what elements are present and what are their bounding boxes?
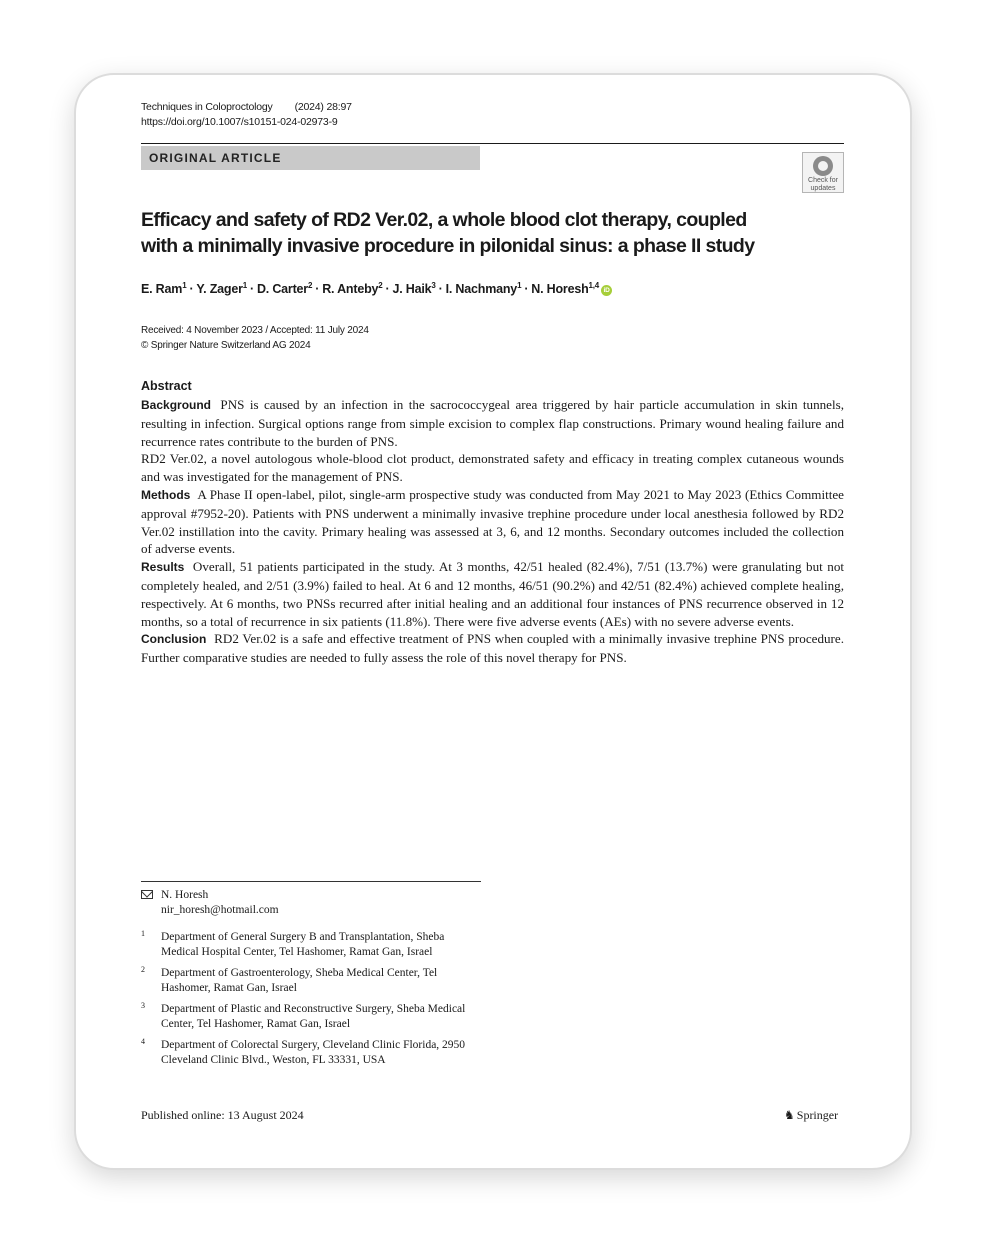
author: N. Horesh — [531, 282, 589, 297]
author: D. Carter — [256, 282, 308, 297]
published-date: Published online: 13 August 2024 — [141, 1108, 304, 1122]
check-updates-icon — [813, 156, 833, 176]
article-type-banner: ORIGINAL ARTICLE — [141, 146, 480, 170]
article-dates — [141, 324, 369, 353]
affiliation-item: 4 Department of Colorectal Surgery, Cleveland Clinic Florida, 2950 Cleveland Clinic Blvd., Weston, FL 33331, USA — [141, 1037, 466, 1066]
springer-horse-icon: ♞ — [784, 1108, 795, 1122]
check-updates-label: Check for updates — [808, 177, 838, 192]
received-accepted: Received: 4 November 2023 / Accepted: 11 July 2024 — [141, 325, 369, 336]
abstract-background: Background PNS is caused by an infection in the sacrococcygeal area triggered by hair particle accumulation in skin tunnels, resulting in infection. Surgical options range from simple excision to complex flap constructions. Primary wound healing failure and recurrence rates contribute to the burden of PNS. — [141, 397, 844, 449]
journal-header — [141, 100, 844, 130]
journal-year-volume: (2024) 28:97 — [294, 101, 352, 113]
header-rule — [141, 143, 844, 144]
check-for-updates-badge[interactable] — [802, 152, 844, 193]
author: I. Nachmany — [445, 282, 518, 297]
abstract-results: Results Overall, 51 patients participated in the study. At 3 months, 42/51 healed (82.4%), 7/51 (13.7%) were granulating but not completely healed, and 2/51 (3.9%) failed to heal. At 6 and 12 months, 46/51 (90.2%) and 42/51 (82.4%) achieved complete healing, respectively. At 6 months, two PNSs recurred after initial healing and an additional four instances of PNS recurrence observed in 12 months, so a total of recurrence in six patients (11.8%). There were five adverse events (AEs) with no severe adverse events. — [141, 559, 845, 629]
orcid-icon[interactable]: iD — [601, 285, 612, 296]
author: J. Haik — [392, 282, 432, 297]
affiliation-item: 2 Department of Gastroenterology, Sheba Medical Center, Tel Hashomer, Ramat Gan, Israel — [141, 965, 438, 994]
correspondence-name: N. Horesh — [161, 889, 209, 901]
affiliations — [141, 930, 471, 1074]
abstract-conclusion: Conclusion RD2 Ver.02 is a safe and effective treatment of PNS when coupled with a minimally invasive trephine PNS procedure. Further comparative studies are needed to fully assess the role of this novel therapy for PNS. — [141, 631, 844, 666]
abstract-background-cont: RD2 Ver.02, a novel autologous whole-blood clot product, demonstrated safety and efficacy in treating complex cutaneous wounds and was investigated for the management of PNS. — [141, 451, 844, 485]
author: E. Ram — [141, 282, 183, 297]
abstract-methods: Methods A Phase II open-label, pilot, single-arm prospective study was conducted from May 2021 to May 2023 (Ethics Committee approval #7952-20). Patients with PNS underwent a minimally invasive trephine procedure under local anesthesia followed by RD2 Ver.02 instillation into the cavity. Primary healing was assessed at 3, 6, and 12 months. Secondary outcomes included the collection of adverse events. — [141, 486, 844, 557]
author: Y. Zager — [196, 282, 243, 297]
affiliation-item: 3 Department of Plastic and Reconstructive Surgery, Sheba Medical Center, Tel Hashomer, Ramat Gan, Israel — [141, 1001, 466, 1030]
affiliation-item: 1 Department of General Surgery B and Transplantation, Sheba Medical Hospital Center, Tel Hashomer, Ramat Gan, Israel — [141, 929, 445, 958]
doi-link[interactable]: https://doi.org/10.1007/s10151-024-02973-9 — [141, 116, 338, 128]
author-list: E. Ram$^1$ · Y. Zager$^1$ · D. Carter$^2$ · R. Anteby$^2$ · J. Haik$^3$ · I. Nachmany$^1$ · N. Horesh$^{1,4}$iD — [141, 281, 612, 296]
envelope-icon — [141, 890, 153, 899]
author: R. Anteby — [322, 282, 379, 297]
article-title: Efficacy and safety of RD2 Ver.02, a whole blood clot therapy, coupled with a minimally invasive procedure in pilonidal sinus: a phase II study — [141, 209, 755, 257]
footnote-rule — [141, 881, 481, 882]
publisher-logo: ♞ Springer — [784, 1108, 839, 1122]
journal-name: Techniques in Coloproctology — [141, 101, 273, 113]
abstract-heading: Abstract — [141, 379, 192, 393]
abstract-body — [141, 396, 844, 667]
correspondence-email[interactable]: nir_horesh@hotmail.com — [161, 904, 279, 916]
copyright: © Springer Nature Switzerland AG 2024 — [141, 339, 311, 351]
correspondence — [141, 888, 279, 918]
